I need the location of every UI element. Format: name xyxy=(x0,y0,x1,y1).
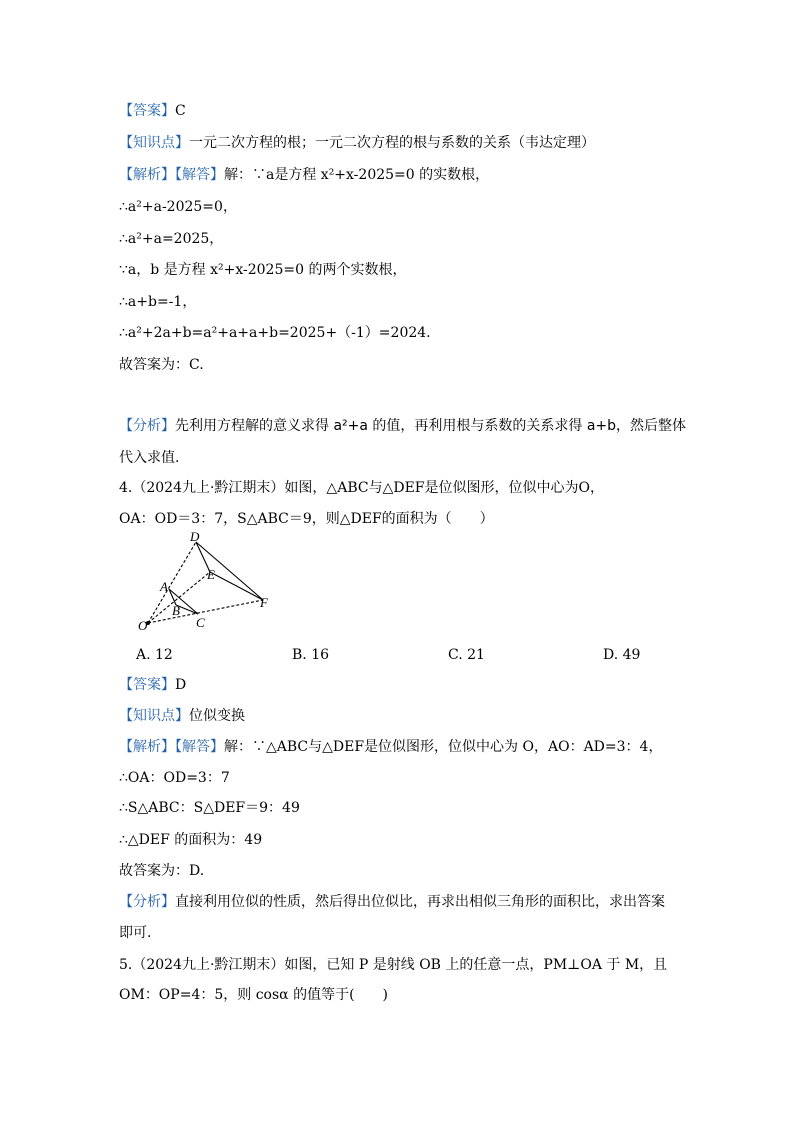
solution-tag: 【解答】 xyxy=(175,739,224,755)
solution-step: ∴a²+2a+b=a²+a+a+b=2025+（-1）=2024. xyxy=(119,325,431,341)
knowledge-tag: 【知识点】 xyxy=(119,135,189,151)
knowledge-text: 位似变换 xyxy=(189,708,245,724)
question-stem: 5.（2024九上·黔江期末）如图，已知 P 是射线 OB 上的任意一点，PM⊥OA 于 M，且 xyxy=(119,957,668,973)
figure-label: A xyxy=(160,579,168,594)
analysis-line xyxy=(119,165,489,185)
solution-step: ∴a+b=-1， xyxy=(119,294,197,310)
knowledge-line xyxy=(119,133,595,153)
analysis-tag: 【解析】 xyxy=(119,167,175,183)
answer-tag: 【答案】 xyxy=(119,677,175,693)
comment-text: 直接利用位似的性质，然后得出位似比，再求出相似三角形的面积比，求出答案 xyxy=(175,894,665,910)
solution-step: ∵a，b 是方程 x²+x-2025=0 的两个实数根， xyxy=(119,262,407,278)
homothety-figure xyxy=(136,532,282,632)
solution-step: 故答案为：D. xyxy=(119,863,205,879)
option-c[interactable]: C. 21 xyxy=(448,647,485,663)
answer-value: D xyxy=(175,677,187,693)
figure-label: B xyxy=(172,603,180,618)
solution-step: 解：∵a是方程 x²+x-2025=0 的实数根， xyxy=(224,167,490,183)
answer-line xyxy=(119,101,186,121)
figure-label: O xyxy=(138,618,148,632)
comment-line xyxy=(119,416,686,436)
question-stem: OM：OP=4：5，则 cosα 的值等于( ) xyxy=(119,987,388,1003)
comment-text: 先利用方程解的意义求得 a²+a 的值，再利用根与系数的关系求得 a+b，然后整体 xyxy=(175,418,687,434)
solution-step: ∴a²+a=2025， xyxy=(119,231,224,247)
solution-step: 故答案为：C. xyxy=(119,357,204,373)
solution-step: ∴S△ABC：S△DEF＝9：49 xyxy=(119,800,300,816)
figure-label: D xyxy=(190,532,200,544)
option-d[interactable]: D. 49 xyxy=(603,647,641,663)
figure-label: E xyxy=(207,567,215,582)
comment-line xyxy=(119,892,665,912)
solution-step: ∴△DEF 的面积为：49 xyxy=(119,832,263,848)
question-stem: 4.（2024九上·黔江期末）如图，△ABC与△DEF是位似图形，位似中心为O， xyxy=(119,480,604,496)
answer-tag: 【答案】 xyxy=(119,103,175,119)
analysis-line xyxy=(119,737,662,757)
answer-line xyxy=(119,675,186,695)
knowledge-line xyxy=(119,706,245,726)
figure-label: F xyxy=(260,595,268,610)
comment-text-cont: 即可. xyxy=(119,925,152,941)
figure-label: C xyxy=(196,615,205,630)
knowledge-text: 一元二次方程的根；一元二次方程的根与系数的关系（韦达定理） xyxy=(189,135,595,151)
question-stem: OA：OD＝3：7，S△ABC＝9，则△DEF的面积为（ ） xyxy=(119,511,494,527)
comment-tag: 【分析】 xyxy=(119,894,175,910)
solution-step: ∴a²+a-2025=0， xyxy=(119,199,237,215)
solution-tag: 【解答】 xyxy=(175,167,224,183)
comment-tag: 【分析】 xyxy=(119,418,175,434)
comment-text-cont: 代入求值. xyxy=(119,450,180,466)
option-a[interactable]: A. 12 xyxy=(136,647,173,663)
answer-value: C xyxy=(175,103,186,119)
analysis-tag: 【解析】 xyxy=(119,739,175,755)
solution-step: 解：∵△ABC与△DEF是位似图形，位似中心为 O，AO：AD=3：4， xyxy=(224,739,663,755)
solution-step: ∴OA：OD=3：7 xyxy=(119,770,230,786)
option-b[interactable]: B. 16 xyxy=(292,647,330,663)
knowledge-tag: 【知识点】 xyxy=(119,708,189,724)
